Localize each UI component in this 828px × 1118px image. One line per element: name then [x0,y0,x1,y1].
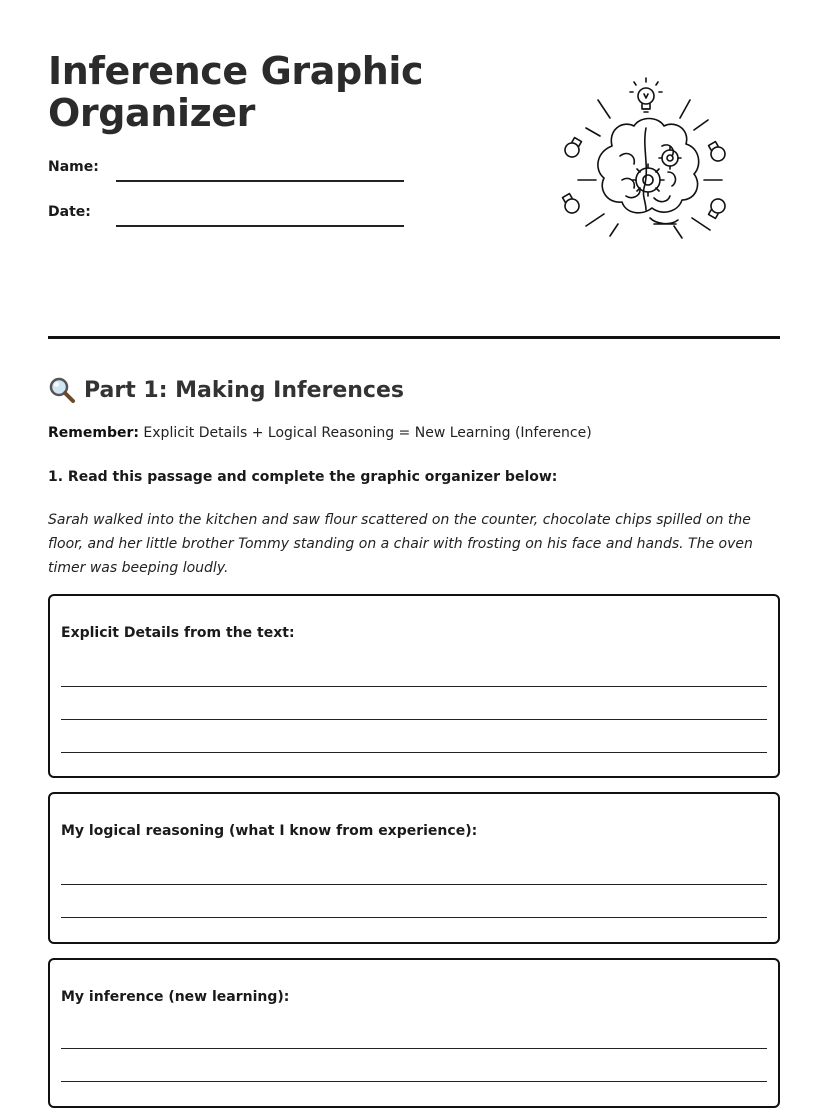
part-1-heading [48,374,404,406]
reading-passage: Sarah walked into the kitchen and saw flour scattered on the counter, chocolate chips spilled on the floor, and her little brother Tommy standing on a chair with frosting on his face and hands. The oven timer was beeping loudly. [48,512,753,576]
inference-box [48,958,780,1108]
name-field [48,159,408,183]
answer-line[interactable] [61,719,767,720]
answer-line[interactable] [61,917,767,918]
lightbulb-icon [638,88,654,112]
answer-line[interactable] [61,686,767,687]
remember-note [48,425,592,441]
magnifying-glass-icon [48,376,76,404]
explicit-details-box [48,594,780,778]
explicit-details-label: Explicit Details from the text: [61,625,295,641]
name-write-line[interactable] [116,180,404,182]
section-divider [48,336,780,339]
answer-line[interactable] [61,752,767,753]
answer-line[interactable] [61,1048,767,1049]
name-label: Name: [48,159,99,175]
logical-reasoning-box [48,792,780,944]
part-1-heading-text: Part 1: Making Inferences [84,377,404,403]
inference-label: My inference (new learning): [61,989,290,1005]
answer-line[interactable] [61,884,767,885]
brain-with-gears-and-lightbulbs-icon [550,76,740,240]
page-title: Inference Graphic Organizer [48,49,424,135]
date-field [48,204,408,228]
date-write-line[interactable] [116,225,404,227]
date-label: Date: [48,204,91,220]
remember-text: Explicit Details + Logical Reasoning = New Learning (Inference) [143,425,592,441]
answer-line[interactable] [61,1081,767,1082]
remember-label: Remember: [48,425,139,441]
question-1: 1. Read this passage and complete the graphic organizer below: [48,469,558,485]
logical-reasoning-label: My logical reasoning (what I know from experience): [61,823,478,839]
